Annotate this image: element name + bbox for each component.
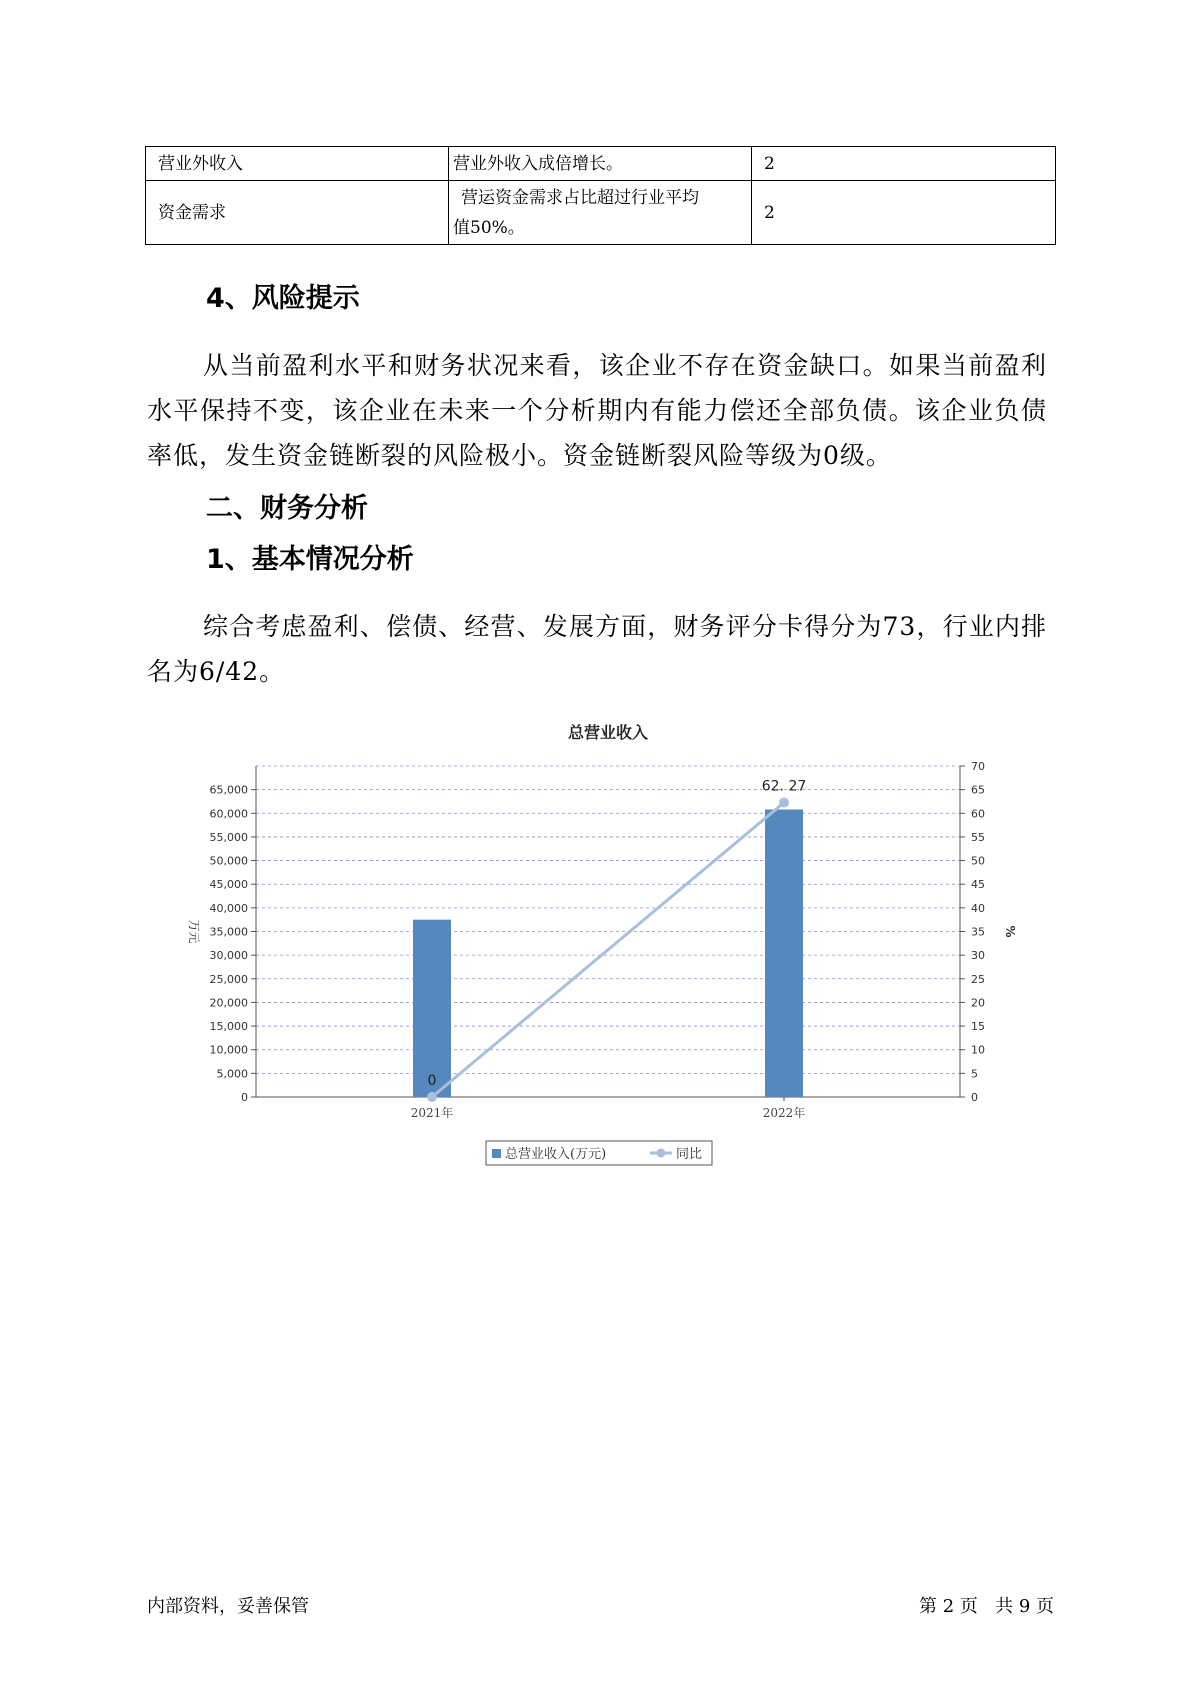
data-label: 0 <box>427 1073 437 1089</box>
legend-swatch-revenue <box>492 1149 501 1158</box>
y-tick-label: 30,000 <box>209 949 248 963</box>
legend-label-revenue: 总营业收入(万元) <box>505 1147 607 1162</box>
subsection-heading-basic: 1、基本情况分析 <box>206 544 414 575</box>
y-right-tick-label: 70 <box>971 760 985 773</box>
table-row <box>146 147 1056 181</box>
table-cell-item: 资金需求 <box>146 181 449 245</box>
revenue-chart <box>180 716 1020 1178</box>
y-tick-label: 45,000 <box>209 878 248 892</box>
y-tick-label: 40,000 <box>209 901 248 915</box>
y-tick-label: 0 <box>241 1091 248 1104</box>
y-right-tick-label: 15 <box>971 1020 985 1034</box>
table-cell-score: 2 <box>752 147 1056 181</box>
y-tick-label: 20,000 <box>209 996 248 1010</box>
y-right-tick-label: 25 <box>971 972 985 986</box>
scoring-table <box>145 146 1056 245</box>
y-axis-label: 万元 <box>187 919 201 944</box>
y-tick-label: 60,000 <box>209 807 248 821</box>
table-cell-score: 2 <box>752 181 1056 245</box>
y-tick-label: 25,000 <box>209 972 248 986</box>
x-tick-label: 2021年 <box>410 1106 454 1120</box>
y-tick-label: 35,000 <box>209 925 248 939</box>
y-right-tick-label: 55 <box>971 830 985 844</box>
y-tick-label: 10,000 <box>209 1043 248 1057</box>
y-right-tick-label: 30 <box>971 949 985 963</box>
data-label: 62. 27 <box>761 778 807 795</box>
y-tick-label: 50,000 <box>209 854 248 868</box>
y-right-tick-label: 35 <box>971 925 985 939</box>
legend-swatch-yoy-point <box>657 1149 666 1158</box>
y-right-tick-label: 50 <box>971 854 985 868</box>
y-right-tick-label: 65 <box>971 783 985 797</box>
y-right-tick-label: 40 <box>971 901 985 915</box>
footer-confidential-note: 内部资料，妥善保管 <box>147 1596 309 1617</box>
legend-label-yoy: 同比 <box>676 1147 703 1162</box>
line-point <box>427 1092 437 1102</box>
footer-page-number: 第 2 页 共 9 页 <box>919 1596 1054 1617</box>
x-tick-label: 2022年 <box>762 1106 806 1120</box>
y-tick-label: 55,000 <box>209 830 248 844</box>
y-right-tick-label: 60 <box>971 807 985 821</box>
y-right-axis-label: % <box>1003 925 1017 938</box>
section-heading-risk: 4、风险提示 <box>206 283 360 314</box>
y-right-tick-label: 10 <box>971 1043 985 1057</box>
y-tick-label: 65,000 <box>209 783 248 797</box>
table-cell-item: 营业外收入 <box>146 147 449 181</box>
y-right-tick-label: 20 <box>971 996 985 1010</box>
y-tick-label: 5,000 <box>216 1067 248 1081</box>
y-right-tick-label: 0 <box>971 1091 978 1104</box>
table-row <box>146 181 1056 245</box>
line-point <box>779 798 789 808</box>
chart-title: 总营业收入 <box>567 723 649 742</box>
finance-paragraph: 综合考虑盈利、偿债、经营、发展方面，财务评分卡得分为73，行业内排名为6/42。 <box>147 612 1047 686</box>
table-cell-description <box>449 181 752 245</box>
y-right-tick-label: 45 <box>971 878 985 892</box>
series-line-yoy <box>432 803 784 1097</box>
table-cell-description: 营业外收入成倍增长。 <box>449 147 752 181</box>
section-heading-finance: 二、财务分析 <box>206 493 368 524</box>
bar <box>765 810 803 1097</box>
y-tick-label: 15,000 <box>209 1020 248 1034</box>
table-cell-description-line: 值50%。 <box>453 217 525 238</box>
bar <box>413 920 451 1097</box>
risk-paragraph: 从当前盈利水平和财务状况来看，该企业不存在资金缺口。如果当前盈利水平保持不变，该企业在未来一个分析期内有能力偿还全部负债。该企业负债率低，发生资金链断裂的风险极小。资金链断裂风险等级为0级。 <box>147 351 1047 470</box>
table-cell-description-line: 营运资金需求占比超过行业平均 <box>461 187 699 208</box>
y-right-tick-label: 5 <box>971 1067 978 1081</box>
